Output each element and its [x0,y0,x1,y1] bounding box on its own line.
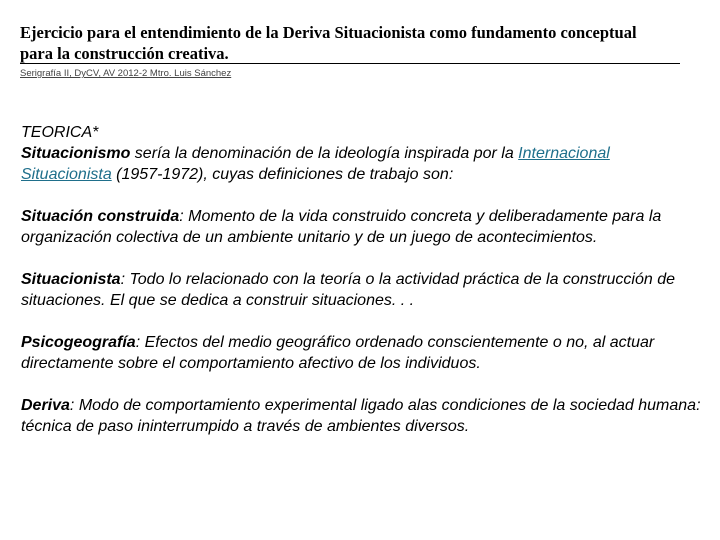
definition-term: Deriva [21,397,70,414]
subtitle: Serigrafía II, DyCV, AV 2012-2 Mtro. Luis Sánchez [20,68,232,79]
teorica-heading: TEORICA* [21,124,99,141]
title-line-2: para la construcción creativa. [20,44,229,63]
title-line-1: Ejercicio para el entendimiento de la Deriva Situacionista como fundamento conceptual [20,23,637,42]
link-internacional-situacionista[interactable]: Internacional Situacionista [21,145,610,183]
definition-term: Psicogeografía [21,334,136,351]
definition-situacion-construida [21,206,701,248]
term-situacionismo: Situacionismo [21,145,131,162]
definition-text: : Modo de comportamiento experimental ligado alas condiciones de la sociedad humana: técnica de paso ininterrumpido a través de ambientes diversos. [21,397,701,435]
definition-term: Situacionista [21,271,121,288]
definition-text: : Todo lo relacionado con la teoría o la actividad práctica de la construcción de situaciones. El que se dedica a construir situaciones. . . [21,271,675,309]
content-body [21,122,701,458]
definition-term: Situación construida [21,208,180,225]
teorica-text-2: (1957-1972), cuyas definiciones de trabajo son: [111,166,454,183]
teorica-paragraph [21,122,701,185]
definition-deriva [21,395,701,437]
title-underline [20,63,680,64]
definition-text: : Momento de la vida construido concreta y deliberadamente para la organización colectiva de un ambiente unitario y de un juego de acontecimientos. [21,208,662,246]
teorica-text-1: sería la denominación de la ideología inspirada por la [130,145,519,162]
page-title [20,22,710,64]
definition-text: : Efectos del medio geográfico ordenado conscientemente o no, al actuar directamente sobre el comportamiento afectivo de los individuos. [21,334,655,372]
definition-psicogeografia [21,332,701,374]
definition-situacionista [21,269,701,311]
